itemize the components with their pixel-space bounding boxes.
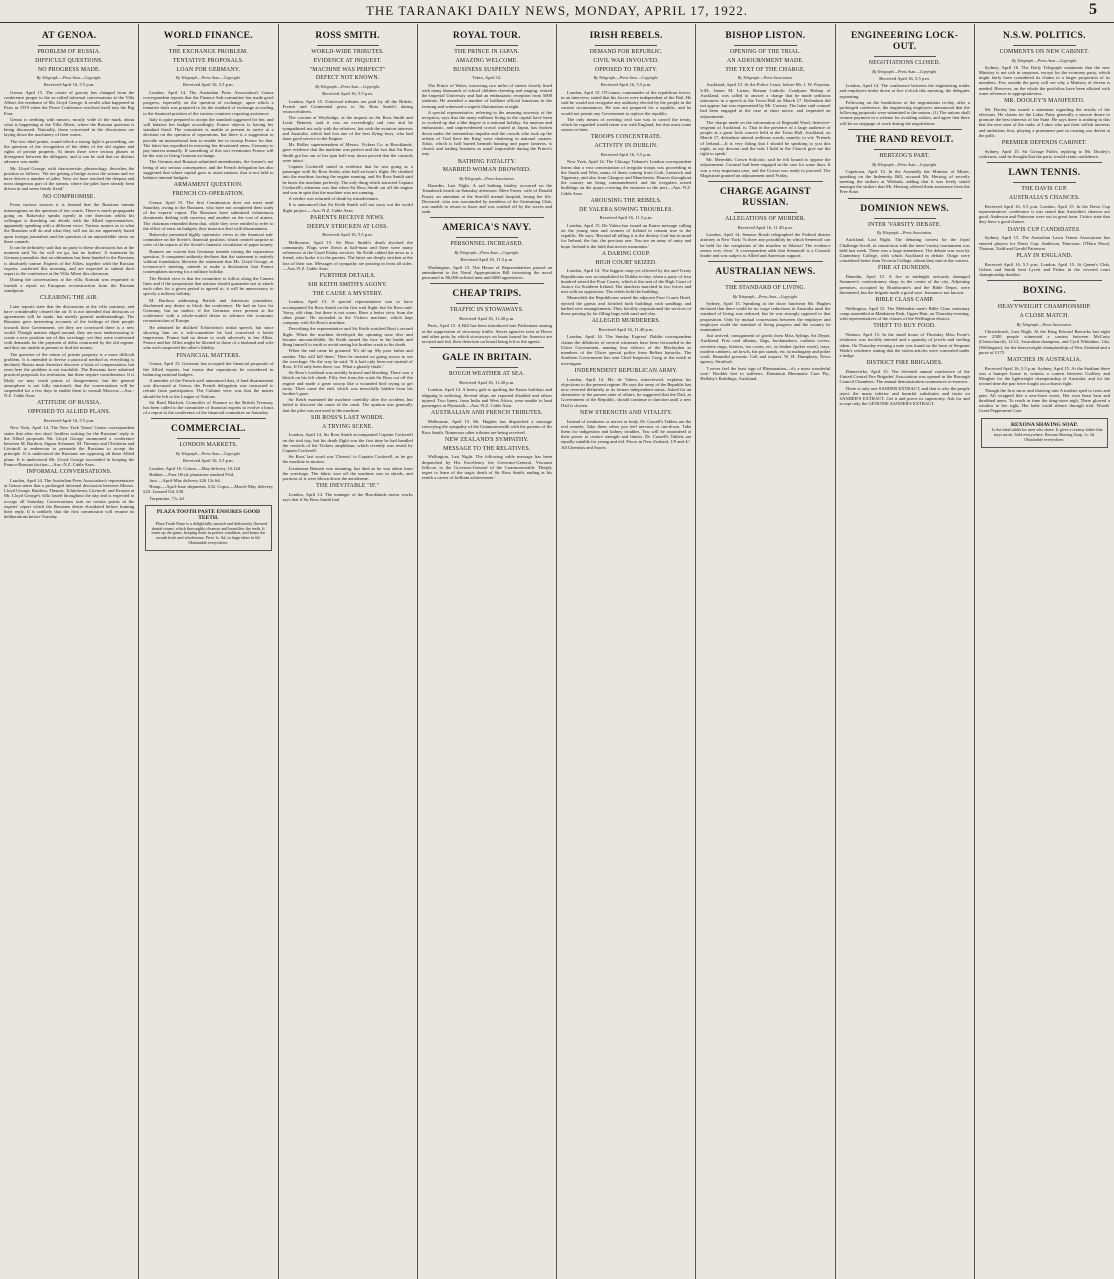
subheading: HEAVYWEIGHT CHAMPIONSHIP. [997,304,1091,311]
received-line: Received April 16, 11.40 p.m. [737,224,793,230]
article-headline: AMERICA'S NAVY. [442,223,532,234]
paragraph: Mr. Ridler, superintendent of Messrs. Vickers Co. at Brooklands, gave evidence that the machine was perfect and the fact that Sir Ross Smith got her out of her spin half-way down proved that the controls were intact. [282,142,413,163]
byline: By Telegraph.—Press Assn.—Copyright. [175,75,241,81]
subheading: ACTIVITY IN DUBLIN. [594,143,658,150]
paragraph: London, April 14. The conference between the engineering trades and employers broke down at five o'clock this morning, the delegates separating. [839,83,970,99]
headline-rule [734,212,796,213]
received-line: Received April 16, 5.5 p.m. [322,91,374,97]
paragraph: Sir Basil Blackett, Controller of Finance to the British Treasury, has been called to the committee of financial experts to evolve a basis of a report to the conference of the financial committee on Saturday. [143,399,274,416]
subheading: TENTATIVE PROPOSALS. [172,57,244,64]
received-line: Received April 16, 11.5 p.m. [460,257,514,263]
byline: By Telegraph.—Press Association. [459,176,515,182]
subheading: THE CAUSE A MYSTERY. [312,290,383,297]
subheading: CIVIL WAR INVOLVED. [593,57,659,64]
byline: By Telegraph.—Press Assn.—Copyright. [593,75,659,81]
paragraph: Christchurch, Last Night. At the King Edward Barracks last night over 2500 people witnessed a contest between McCarty (Christchurch), 12.12, Australian champion, and Cyril Whittaker, 14st, (Wellington), for the heavyweight championship of New Zealand and a purse of £175. [978,329,1110,355]
subheading: "MACHINE WAS PERFECT" [309,66,386,73]
paragraph: Turpentine, 71s 2d. [149,495,185,501]
subheading: INTER 'VARSITY DEBATE. [868,221,942,228]
subheading: A CLOSE MATCH. [1019,313,1070,320]
headline-rule [1013,300,1076,301]
paragraph: London, April 16. Cotton.—May delivery 10.12d. [149,465,242,471]
headline-rule [456,367,518,368]
column-8 [975,24,1114,1279]
article-headline: BOXING. [1022,286,1066,297]
article-headline: ROSS SMITH. [315,31,380,41]
paragraph: Mr. Meredith, Crown Solicitor, said he felt bound to oppose the adjournment. Counsel had been engaged in the case for some days. It was a very important case, and the Crown was ready to proceed. The Magistrate granted an adjournment until Friday. [700,157,831,178]
article-divider [430,347,544,348]
subheading: THE TEXT OF THE CHARGE. [725,66,806,73]
paragraph: London, April 14. The biggest coup yet effected by the anti-Treaty Republicans was accomplished in Dublin to-day, when a party of four hundred seized the Four Courts, which is the seat of the High Court of Justice for Southern Ireland. The attackers marched in two forces and met with no opposition. The rebels hold the building. [561,268,692,295]
subheading: FURTHER DETAILS. [319,273,376,280]
subheading: INDEPENDENT REPUBLICAN ARMY. [574,367,678,374]
article-headline: AUSTRALIAN NEWS. [715,267,816,278]
article-headline: N.S.W. POLITICS. [1002,31,1086,41]
paragraph: Genoa, April 15. The first Commission does not meet until Saturday, owing to the Russians, who have not completed their study of the experts' report. The Russians have submitted voluminous documents dealing with currency and another on the cost of armies. The chairman reminded them that, while they were entitled to refer to the effect of arms on budgets, they must not deal with disarmament. [143,199,274,231]
subheading: AUSTRALIA'S CHANCES. [1008,195,1080,202]
column-7 [836,24,975,1279]
subheading: TRAFFIC IN STOWAWAYS. [449,307,524,314]
article-headline: CHEAP TRIPS. [452,289,522,300]
subheading: THE PRINCE IN JAPAN. [454,49,520,55]
paragraph: Mr. Lloyd George, with characteristic phraseology, describes the position as follows: 'We are getting a bridge across the stream and we have driven a number of piles. Now we have reached the deepest and most dangerous part of the stream, where the piles have already been driven in and seem firmly fixed.' [4,165,135,192]
subheading: DEMAND FOR REPUBLIC. [589,49,663,55]
paragraph: Meanwhile the Republicans seized the adjacent Four Courts Hotel, ejected the guests and fortified both buildings with sandbags and barbed wire entanglements. They forcibly requisitioned the services of those passing by for filling bags with sand and clay. [561,295,692,317]
article-divider [151,418,265,419]
article-headline: GALE IN BRITAIN. [442,353,532,364]
paragraph: Rakovsky presented highly optimistic views to the financial sub-committee on the Soviet's financial position, which created surprise in view of the reports of the Soviet's fantastic circulation of paper money. [143,232,274,248]
paragraph: Jute.—April-May delivery £26 12s 6d. [149,477,221,483]
article-headline: COMMERCIAL. [170,424,246,435]
subheading: ALLEGATIONS OF MURDER. [725,216,806,223]
subheading: THE EXCHANGE PROBLEM. [168,49,248,55]
paragraph: Received April 16, 5.5 p.m. Sydney, April 15. At the Stadium there was a bumper house to witness a contest between Godfrey and Meagher for the lightweight championship of Australia, and for the second time the pair have fought out a drawn fight. [978,365,1110,387]
received-line: Received April 16, 5.5 p.m. [43,82,95,88]
article-headline: ENGINEERING LOCK-OUT. [851,31,959,52]
subheading: PERSONNEL INCREASED. [450,241,524,248]
article-divider [987,280,1102,281]
subheading: AROUSING THE REBELS. [590,197,662,204]
headline-rule [456,303,518,304]
subheading: ROUGH WEATHER AT SEA. [448,371,525,378]
paragraph: London, April 16. The Sunday Express' Dublin correspondent claims the dffidavits of several witnesses have been forwarded to the Ulster Government, naming four officers of the Macfayden as members of the Ulster special police from Belfast barracks. The Southern Government has sent Chief Inspector Craig to the north to investigate. [561,334,692,366]
paragraph: Mr. Dooley has issued a statement regarding the results of the elections. He claims for the Labor Party generally a sincere desire to promote the best interests of the State. He says there is nothing in this that the new men of the ranks of Labor who put their selfish interests and ambitions first, playing a prominent part in causing our defeat at the polls. [978,106,1110,138]
advertisement-body: Plaza Tooth Paste is a delightfully smooth and deliciously flavored dental cream, which thoroughly cleanses and beautifies the teeth. It tones up the gums, keeping them in perfect condition, and keeps the mouth fresh and wholesome. Price 1s. 6d. in large tubes in 6d. Obtainable everywhere. [151,520,268,545]
subheading: THE DAVIS CUP. [1021,186,1068,193]
paragraph: A verdict was returned of death by misadventure. [288,196,380,202]
headline-rule [595,45,657,46]
advertisement-body: Is the ideal tablet for men who shave. It gives a creamy lather that stays moist. Sold everywhere. Rexona Shaving Soap, 1s. 3d. Obtainable everywhere. [992,427,1103,442]
headline-rule [874,56,936,57]
subheading: MR. DOOLEY'S MANIFESTO. [1004,98,1085,105]
paragraph: Rubber.—Para 16¼d, plantation smoked 9¾d. [149,471,235,477]
paragraph: It is announced that Sir Keith Smith will not carry out the world flight project.—Aus.-N.Z. Cable Assn. [282,202,413,213]
column-2 [139,24,278,1279]
subheading: SIR ROSS'S LAST WORDS. [311,414,385,421]
paragraph: The charge made on the information of Reginald Ward, detective-sergeant of Auckland, is: That in the presence of a large audience of people at a great Irish concert held at the Town Hall, Auckland, on March 17, defendant uttered seditious words, namely, to wit: 'Friends of Ireland.—It is very fitting that I should be speaking to you this night, as my descent and the task I hold in the Church give me the right to speak.' [700,119,831,157]
headline-rule [38,45,100,46]
paragraph: Describing the representative and Sir Keith watched Ross's second flight. When the machine developed the spinning nose dive and became uncontrollable, Sir Keith turned his face in his hands and flung himself to earth to avoid seeing his brother crash to his death. [282,326,413,348]
masthead-title: THE TARANAKI DAILY NEWS, MONDAY, APRIL 17, 1922. [365,3,749,18]
byline: By Telegraph.—Press Assn.—Copyright. [872,68,938,74]
paragraph: Sir Keith examined the machine carefully after the accident, but failed to discover the cause of the crash. The opinion was generally that the pilot was not used to the machine. [282,397,413,413]
paragraph: From various sources it is learned that the Russians remain intransigeant on the question of law courts. There is much propaganda going on. Rakovsky speaks openly in one direction whilst his colleague is threshing out details with the Allied representatives, apparently speaking with a different voice. Various rumors as to what the Russians will do and what they will not do are apparently based upon foreign journalists and the question of an unjustifiable stress on these canards. [4,202,135,244]
subheading: PREMIER DEFENDS CABINET. [1001,140,1087,147]
headline-rule [177,438,239,439]
article-divider [708,261,822,262]
subheading: LONDON MARKETS. [179,442,238,449]
subheading: NEGOTIATIONS CLOSED. [868,60,941,66]
subheading: A TRYING SCENE. [322,423,374,430]
subheading: ATTITUDE OF RUSSIA. [37,400,102,407]
headline-rule [1013,182,1076,183]
paragraph: Sir Ross' last word was 'Cheerio' to Captain Cockerell, as he got the machine in motion. [282,454,413,465]
paragraph: Though the first snow and thawing rain A mother sped to tears and pain. All wrapped like a new-born sweet, Her own heart beat and throbbed anew. To reach in time the drug-store nigh, There glowed a window to her sight, Her babe could silence through trial, Woods' Great Peppermint Cure. [978,387,1110,414]
article-headline: CHARGE AGAINST RUSSIAN. [719,187,811,209]
paragraph: The only means of averting civil war was to cancel the treaty, which he regarded would mean war with England, but that must come sooner or later. [561,116,692,133]
article-headline: IRISH REBELS. [589,31,663,41]
subheading: FINANCIAL MATTERS. [176,352,241,359]
byline: By Telegraph.—Press Association. [877,230,933,236]
paragraph: Melbourne, April 15. Mr. Hughes has dispatched a message conveying the sympathy of the Commonwealth with the parents of Sir Ross Smith. Numerous other tributes are being received. [421,419,552,435]
paragraph: The Prince of Wales, traversing two miles of streets closely lined with many thousands of school children cheering and singing, visited the Imperial University and had an enthusiastic reception from 5000 students. He attended a number of brilliant official functions in the evening and witnessed a superb illumination at night. [421,82,552,109]
headline-rule [456,237,518,238]
paragraph: Capetown, April 13. In the Assembly the Minister of Mines, speaking on the Indemnity Bill, accused Mr. Hertzog of secretly meeting the strikers at Witbank, adding that it was freely stated amongst the strikers that Mr. Hertzog offered them assistance from the Free State. [839,168,970,195]
paragraph: New York, April 14. The Chicago Tribune's London correspondent learns that a vast concentration of irregular troops was proceeding in the South and West, many of them coming from Cork, Limerick and Tipperary, and also from Glasgow and Manchester. Houses throughout the country are being commandeered, and the irregulars seized buildings on the quays covering the entrance to the port.—Aus.-N.Z. Cable Assn. [561,159,692,196]
paragraph: Italy is quite prepared to accept the standard suggested for her, and will balance her budget accordingly. France objects to having her standard fixed. The committee is unable at present to arrive at a decision on the question of reparations, but there is a suggestion to provide an international loan to enable her to recoup France for that. The latter has expedited in restoring her devastated areas, Germany to pay interest annually. If something of this sort eventuates France will be the way to fixing German exchange. [143,116,274,159]
subheading: NEW STRENGTH AND VITALITY. [579,409,673,416]
byline: By Telegraph.—Press Assn.—Copyright. [872,161,938,167]
byline: By Telegraph.—Press Assn.—Copyright. [732,294,798,300]
headline-rule [874,218,936,219]
paragraph: Sydney, April 15. Sir George Fuller, replying to Mr. Dooley's criticisms, said he thought that the party would retain confidence. [978,148,1110,160]
subheading: AMAZING WELCOME. [455,57,519,64]
paragraph: New York, April 14. The New York Times' Genoa correspondent states that after two days' fruitless waiting for the Russians' reply to the Allied proposals Mr. Lloyd George summoned a conference between M. Barthou, Signor Schanzer, M. Theunys and Chicherin and Litvinoff to endeavour to persuade the Russians to accept the principle. It is understood the Russians are opposing all these Allied plans. It is understood Mr. Lloyd George succeeded in keeping the Franco-Russian friction.—Aus.-N.Z. Cable Assn. [4,425,135,467]
subheading: NO PROGRESS MADE. [37,66,101,73]
paragraph: Dunedin, Last Night. A sad bathing fatality occurred on the Tomahawk beach on Saturday afternoon. Mere Fraser, wife of Donald Fraser, an attendant at the Seacliff mental hospital, losing her life. Deceased, who was surrounded by members of the Swimming Club, was unable to return to shore and was washed off by the waves and sank. [421,183,552,215]
subheading: FRENCH CO-OPERATION. [172,191,245,198]
article-divider [430,283,544,284]
received-line: Received April 16, 11.40 p.m. [459,380,515,386]
subheading: NEW ZEALAND'S SYMPATHY. [445,436,529,443]
paragraph: London, April 14. A heavy gale is spoiling the Easter holidays and shipping is suffering. Several ships are reported disabled and others injured. Two liners, from India and West Africa, were unable to land passengers at Plymouth.—Aus.-N.Z. Cable Assn. [421,387,552,409]
paragraph: The question of the return of private property is a more difficult problem. It is intended to devise a practical method as everything is declined. Russia must therefore discover a basis of compensation, but even here the problem is not insoluble. The Russians have admitted practical proposals for restitution, but these require consideration. It is likely we may reach points of disagreement, but the general atmosphere is not fully intricated, that the conversations will be suspended for a few days to enable them to consult Moscow.—Aus.-N.Z. Cable Assn. [4,351,135,399]
article-divider [987,162,1102,163]
article-divider [848,129,962,130]
paragraph: London, April 13. A special representative was to have accompanied Sir Ross Smith on the first trial flight, but Sir Ross said: 'Sorry, old chap, but there is not room. Have a better view from the other plane.' He ascended in the Vickers machine, which kept company with Sir Ross's machine. [282,299,413,326]
received-line: Received April 16, 5.5 p.m. [600,82,652,88]
article-divider [848,198,962,199]
article-headline: WORLD FINANCE. [163,31,253,41]
headline-rule [177,45,239,46]
article-headline: ROYAL TOUR. [452,31,521,41]
subheading: DE VALERA SOWING TROUBLES. [579,206,674,213]
byline: By Telegraph.—Press Assn.—Copyright. [175,451,241,457]
paragraph: Auckland, April 13. At the Police Court, before Mr. J. W. Poynton, S.M., James M. Liston, Roman Catholic Coadjutor Bishop of Auckland, was called to answer a charge that he made seditious utterances in a speech at the Town Hall on March 17. Defendant did not appear, but was represented by Mr. Cooney. The latter said counsel had been engaged in the case at short notice, and requested an adjournment. [700,82,831,119]
subheading: OPENING OF THE TRIAL. [729,49,801,55]
article-headline: BISHOP LISTON. [725,31,806,41]
paragraph: London, April 14. The manager of the Brooklands motor works says that if Sir Ross Smith had [282,491,413,503]
paragraph: Instead of weakness or nerves or body, Dr. Cassell's Tablets are the real remedy. Take them when you feel nervous or run-down. Take them for indigestion and kidney troubles. You will be astonished at their power to restore strength and fitness. Dr. Cassell's Tablets are equally suitable for young and old. Prices in New Zealand, 1/9 and 4/-. All Chemists and Stores. [561,418,692,450]
paragraph: Paris, April 15. A Bill has been introduced into Parliament aiming at the suppression of stowaway traffic. Secret agencies exist at Havre and other ports by which stowaways on boats bound for America are secured and fed, their detection on board being left to the agents. [421,323,552,345]
column-4 [418,24,557,1279]
paragraph: During the conversations at the villa, Krassin was requested to furnish a report on European reconstruction from the Russian standpoint. [4,277,135,293]
paragraph: Rumors are current that Germany intends raising the reparations question. A competent authority declares that the statement is entirely without foundation; likewise the statement that Mr. Lloyd George, at to-morrow's meeting, intends to make a declaration that France contemplates moving for a military holiday. [143,248,274,275]
paragraph: Melbourne, April 15. Sir Ross Smith's death shocked the community. Flags were flown at half-mast and there were many references at the Good Friday services. Sir Keith cabled the news to a friend, who broke it to the parents. The latter are deeply stricken at the loss of their son. Messages of sympathy are pouring in from all sides.—Aus.-N.Z. Cable Assn. [282,239,413,271]
paragraph: London, April 14. Sir Ross Smith accompanied Captain Cockerell on the trial trip, but his death flight was the first time he had handled the controls of the Vickers amphibian, which recently was tested by Captain Cockerell. [282,432,413,453]
paragraph: There is only one SANDER EXTRACT, and that is why the people reject the many inferior and harmful substitutes and insist on SANDER'S EXTRACT. Get it and prove its superiority. Ask for and accept only the GENUINE SANDER'S EXTRACT. [839,385,970,407]
headline-rule [874,149,936,150]
subheading: BUSINESS SUSPENDED. [453,66,521,73]
paragraph: The two chief points, round which a strong fight is proceeding, are the question of the recognition of the debts of the old regime and rights of private property. At times there were serious phases in divergence between the delegates, and it can be said that no distinct advance was made. [4,138,135,165]
page-number: 5 [1089,1,1098,18]
paragraph: When the end came he groaned: 'It's all up. My poor father and mother. This will kill them.' Then he insisted on going across to see the wreckage. On the way he said: 'If it had only been me instead of Ross. If I'd only been there, too. What a ghastly finale.' [282,348,413,369]
paragraph: The British view is that the committee to follow along the Cannes lines and if the proposition that nations should guarantee not to attack each other for a given period is agreed to, it will be unnecessary to specify a military holiday. [143,275,274,297]
subheading: MATCHES IN AUSTRALIA. [1007,357,1082,364]
byline: By Telegraph.—Press Assn.—Copyright. [315,84,381,90]
byline: By Telegraph.—Press Assn.—Copyright. [1011,57,1077,63]
paragraph: Genoa, April 15. Germany has accepted the financial proposals of the Allied experts, but insists that reparations be considered in balancing national budgets. [143,361,274,377]
received-line: Received April 16, 5.5 p.m. [182,82,234,88]
received-line: Received April 16, 5.5 p.m. [322,232,374,238]
paragraph: The coroner at Weybridge, at the inquest on Sir Ross Smith and Lieut. Bennett, said it was an exceedingly sad case and he sympathised not only with the relatives, but with the aviation interests and Australia, which had lost one of the best flying boys, who had done good service to the Empire. [282,115,413,142]
received-line: Received April 16, 11.40 p.m. [598,327,654,333]
paragraph: Dunedin, April 15. A fire at midnight seriously damaged Sommers's confectionery shop, in the centre of the city. Adjoining premises, occupied by Braithwaite's and the Bible Depot, were threatened, but the brigade made a good save. Insurance not known. [839,274,970,295]
headline-rule [734,45,796,46]
subheading: HERTZOG'S PART. [879,152,930,159]
paragraph: Hemp.—April-June shipments, £32. Copra.—March-May delivery, £23. Linseed Oil, £38. [143,484,274,495]
columns-container [0,24,1114,1279]
received-line: Received April 16, 11.40 p.m. [459,316,515,322]
paragraph: Lieutenant Bennett was moaning, but died as he was taken from the wreckage. The fabric torn off the machine was in shreds, and portions of it were blown down the aerodrome. [282,465,413,481]
paragraph: Sydney, April 16. The Daily Telegraph comments that the new Ministry is not rich in surprises, except for the economy party, which might fairly have considered its claims to a larger proportion of its members. Few outside the party will see why a Ministry of eleven is needed. However, on the whole the portfolios have been allotted with some reference to appropriateness. [978,64,1110,96]
subheading: FIRE AT DUNEDIN. [878,265,932,272]
paragraph: Captain Cockerell stated in evidence that he was going as a passenger with Sir Ross Smith, after half an hour's flight. He climbed into the machine, having the engine running, and Sir Ross Smith said he knew the machine perfectly. The only thing which attracted Captain Cockerell's attention was that when Sir Ross Smith cut off the engine and was in spin that the machine was not running. [282,164,413,196]
subheading: ARMAMENT QUESTION. [173,182,243,189]
paragraph: Genoa, April 15. The centre of gravity has changed from the conference proper to the so-called informal conversations at the Villa Albert, the residence of Mr. Lloyd George. It recalls what happened in Paris in 1919 when the Peace Conference resolved itself into the Big Four. [4,89,135,116]
paragraph: Waitara, April 15. In the small hours of Thursday Miss Foote's residence was forcibly entered and a quantity of jewels and sterling taken. On Thursday evening a note was found on the lawn of Sergeant Wade's residence stating that the stolen articles were concealed under a hedge. [839,332,970,359]
paragraph: Just arrived, consignment of goods from Miss Aylings Art Depot, Auckland. Post card albums, flags, bookmarkers, cushion covers, serviette rings, blotters, tea cosies, etc. in leather (poker work), trays, modern cabinets, art bowls, hat pin stands, etc. in mahogany and poker work. Beautiful presents. Call and inspect. W. H. Dumphrey, News agency, Stratford. [700,333,831,365]
byline: By Telegraph.—Press Assn.—Copyright. [454,250,520,256]
paragraph: London, April 14. The Australian Press Association's representative at Genoa states that a prolonged informal discussion between Messrs. Lloyd George, Barthou, Theunis, Tchitcherin, Litvinoff, and Krassin at Mr. Lloyd George's villa lasted throughout the day and is expected to occupy all Saturday. Conversations turn on certain points in the experts' report which the Russians desire elucidated before framing their reply. It is unlikely that the first commission will resume its deliberations before Tuesday. [4,477,135,520]
received-line: Tokio, April 12. [472,75,502,81]
paragraph: London, April 14. The Australian Press Association's Genoa correspondent reports that the Finance Sub-committee has made good progress, especially on the question of exchange, upon which a tentative draft was prepared to fix the standard of exchange according to the financial position of the various countries requiring assistance. [143,89,274,116]
received-line: Received April 16, 5.5 p.m. [182,458,234,464]
subheading: AN ADJOURNMENT MADE. [726,57,804,64]
subheading: HIGH COURT SEIZED. [595,259,657,266]
article-headline: LAWN TENNIS. [1008,168,1081,179]
paragraph: A member of the French staff announced that, if land disarmament was discussed at Genoa, the French delegation was instructed to refrain from participation. The Cabinet view was that the matter should be left to the League of Nations. [143,377,274,399]
paragraph: London, April 15. O'Connor, commander of the republican forces, in an interview, stated that his forces were independent of the Dail. He said he would not recognise any authority elected by the people in the current circumstances. He was not prepared for a republic, and he would not permit any Government to replace the republic. [561,89,692,116]
received-line: Received April 16, 5.5 p.m. [43,417,95,423]
paragraph: Received April 16, 5.5 p.m. London, April 15. At Queen's Club, Gobert and Smith beat Lycett and Fisher in the covered court championship doubles. [978,261,1110,278]
received-line: Received April 16, 11.5 p.m. [599,215,653,221]
subheading: AUSTRALIAN AND FRENCH TRIBUTES. [431,410,543,417]
paragraph: Later reports state that the discussions at the villa continue, and have considerably cleared the air. It is not intended that decisions or agreements will be made, but merely general understandings. The Russians gave interesting accounts of the feelings of their people towards their Government, yet they are convinced there is a new world. Though matters edged around, they are now endeavouring to create a new position out of this wreckage, yet they were confronted with demands for the payment of debts contracted by the old regime, and they are unable at present to find the money. [4,303,135,351]
column-3 [279,24,418,1279]
subheading: DIFFICULT QUESTIONS. [35,57,104,64]
subheading: ALLEGED MURDERERS. [591,318,661,325]
paragraph: London, April 15. Universal tributes are paid by all the British, French and Continental press to Sir Ross Smith's daring resourcefulness. [282,98,413,114]
paragraph: M. Barthou addressing British and American journalists, disclaimed any desire to block the conference. He had no love for Germany, but no malice, if the Germans were present at the conference with a whole-souled desire to advance the economic reconstruction of Europe. [143,297,274,324]
subheading: BIBLE CLASS CAMP. [875,297,934,304]
received-line: Received April 16, 5.5 p.m. [600,152,652,158]
paragraph: A special representative, referring to the amazing sincerity of the reception, says that the many millions living in the capital have been so worked up that a like degree is a national holiday. An anxious and enthusiastic, and unprecedented crowd waited in Japan, has broken down under the tremendous impulse and the crowds who took up the refrain of 'God Save the King' were chattering in national custom. Tokio, which is half buried beneath bunting and paper lanterns, is closed, and trading 'business as usual' impossible during the Prince's stay. [421,109,552,157]
subheading: THEFT TO BUY FOOD. [873,323,936,330]
article-divider [708,181,822,182]
paragraph: 'I never feel the least sign of Rheumatism—it's a most wonderful cure.' Booklet free to sufferers. Dominion Rheumatic Cure Pty., Hellaby's Buildings, Auckland. [700,365,831,381]
paragraph: Wellington, April 15. The Methodist men's Bible Class centenary camp assembled at Maidstone Park, Upper Hutt, on Thursday evening, with representatives of the classes of the Wellington district. [839,305,970,322]
paragraph: It can be definitely said that no party to these discussions has at the moment said 'So far will we go, but no further.' A statement by German journalists that an ultimatum has been handed to the Russians is absolutely untrue. Experts of the Allies, together with the Russian experts, conferred this morning, and are expected to submit their report to the conference at the Villa Albert this afternoon. [4,245,135,277]
headline-rule [456,45,518,46]
headline-rule [734,281,796,282]
headline-rule [317,45,379,46]
subheading: DAVIS CUP CANDIDATES. [1007,226,1081,233]
subheading: WORLD-WIDE TRIBUTES. [311,49,385,55]
article-divider [430,217,544,218]
advertisement-title: PLAZA TOOTH PASTE ENSURES GOOD TEETH. [156,508,261,522]
subheading: COMMENTS ON NEW CABINET. [999,49,1090,55]
advertisement [981,418,1108,448]
paragraph: Sydney, April 15. Speaking at the show luncheon Mr. Hughes declared that there could be no wage reductions in Australia until the standard of living was reduced, but he was strongly opposed to that proposition. Only by mutual concessions between the employer and employee could the standard of living progress and the country be maintained. [700,301,831,333]
subheading: A DARING COUP. [601,250,651,257]
subheading: DEEPLY STRICKEN AT LOSS. [307,223,389,230]
subheading: LOAN FOR GERMANY. [176,66,241,73]
column-5 [557,24,696,1279]
paragraph: Sydney, April 15. The Australian Lawn Tennis Association has entered players for Davis Cup: Anderson, Patterson, O'Hara Wood, Thomas, Todd and Gerald Patterson. [978,235,1110,251]
article-headline: DOMINION NEWS. [860,203,949,214]
byline: By Telegraph.—Press Assn.—Copyright. [36,75,102,81]
paragraph: London, April 14. Mr. de Valera, interviewed, explains his objections to the present regime. He says the army of the Republic has now reverted definitely to its former independent status. Asked for an alternative to the present state of affairs, he suggested that the Dail, as Government of the Republic, should continue to function until a new Dail is chosen. [561,376,692,408]
paragraph: London, April 15. De Valera has issued an Easter message calling on the young men and women of Ireland to remain true to the republic. He says: 'Beyond all telling it is the destiny God has in mind for Ireland, the fair, the precious one. You are an army of unity and hope. Ireland is the faith that moves mountains.' [561,222,692,249]
column-6 [696,24,835,1279]
advertisement-title: REXONA SHAVING SOAP. [1010,421,1078,428]
paragraph: Received April 16, 5.5 p.m. London, April 15. In the Davis Cup representatives' conference it was stated that Australia's chances are good. Anderson and Patterson were out in great form. Critics state that they have a good chance. [978,203,1110,225]
subheading: PARENTS RECEIVE NEWS. [310,214,385,221]
subheading: CLEARING THE AIR. [40,294,99,301]
subheading: THE STANDARD OF LIVING. [725,285,806,292]
paragraph: He admitted he disliked Tchitcherin's initial speech, but since showing him on a sub-committee he had conceived a better impression. France had no desire to work adversely to her Allies. France and her Allies might be likened to those of a husband and wife who each suspected the other's fidelity. [143,324,274,351]
paragraph: Washington, April 15. The House of Representatives passed an amendment to the Naval Appropriation Bill increasing the naval personnel to 86,000 enlisted men and 6000 apprentices. [421,264,552,281]
masthead [0,0,1114,23]
byline: By Telegraph.—Press Association. [1016,322,1072,328]
subheading: DEFECT NOT KNOWN. [315,75,380,82]
subheading: MARRIED WOMAN DROWNED. [442,167,531,174]
subheading: SIR KEITH SMITH'S AGONY. [308,281,388,288]
byline: By Telegraph.—Press Association. [737,75,793,81]
headline-rule [1013,45,1076,46]
subheading: BATHING FATALITY. [457,158,516,165]
paragraph: Following on the breakdown of the negotiations to-day, after a prolonged conference, the engineering employers announced that the following proposals were submitted to the unions: (1) The unions shall resume payment in a scheme for avoiding strikes, and agree that there will be no stoppage of work during the negotiations. [839,99,970,126]
article-headline: THE RAND REVOLT. [855,134,954,145]
paragraph: The German and Russian submitted amendments, the former's not being of any serious consequence, and the French delegation has also suggested that where capital goes to assist nations, that is not held to balance internal budgets. [143,159,274,181]
advertisement [145,505,271,551]
subheading: OPPOSED TO TREATY. [594,66,658,73]
subheading: MESSAGE TO THE RELATIVES. [443,445,531,452]
article-headline: AT GENOA. [41,31,97,41]
subheading: TROOPS CONCENTRATE. [590,134,662,141]
subheading: PROBLEM OF RUSSIA. [37,49,101,55]
paragraph: Auckland, Last Night. The debating contest for the Joynt Challenge Scroll, in connection with the inter-'varsity tournament was held last week. There was a large attendance. The debate was won by Canterbury College, with which Auckland in debate. Otago were considered better than Victoria College, whom they met in the contest. [839,237,970,264]
paragraph: London, April 14. Senator Borah telegraphed the Federal district attorney at New York: 'Is there any possibility by which Semenoff can be held for the complaints of the murders in Siberia? The evidence seems very clear.' A correspondent adds that Semenoff is a Cossack leader and was subject to Allied and American support. [700,232,831,259]
subheading: DISTRICT FIRE BRIGADES. [866,360,943,367]
received-line: Received April 16, 5.5 p.m. [879,75,931,81]
subheading: PLAY IN ENGLAND. [1016,253,1073,260]
subheading: INFORMAL CONVERSATIONS. [26,468,112,475]
column-1 [0,24,139,1279]
subheading: OPPOSED TO ALLIED PLANS. [27,409,111,416]
paragraph: Sir Ross's forehead was terribly bruised and bleeding. There was a blotch on his left cheek. Fifty feet from the crash Sir Ross cut off the engine and made a great swoop like a wounded bird trying to get away. Then came the end, which was mercifully hidden from his brother's gaze. [282,370,413,396]
subheading: THE INEVITABLE "IF." [316,483,380,490]
paragraph: Wellington, Last Night. The following cable message has been despatched by His Excellency the Governor-General, Viscount Jellicoe, to the Governor-General of the Commonwealth: 'Deeply regret to learn of the tragic death of Sir Ross Smith, ending at his zenith a career of brilliant achievement.' [421,454,552,481]
paragraph: Genoa is seething with rumors, mostly wide of the mark, about what is happening at the Villa Albert, where the Russian question is being discussed. Naturally, those concerned in the discussions are laying down the machinery of their wants. [4,116,135,138]
subheading: EVIDENCE AT INQUEST. [313,57,382,64]
paragraph: Dannevirke, April 15. The eleventh annual conference of the United Central Fire Brigades' Association was opened in the Borough Council Chambers. The annual demonstration commences to-morrow. [839,369,970,385]
subheading: NO COMPROMISE. [42,193,96,200]
